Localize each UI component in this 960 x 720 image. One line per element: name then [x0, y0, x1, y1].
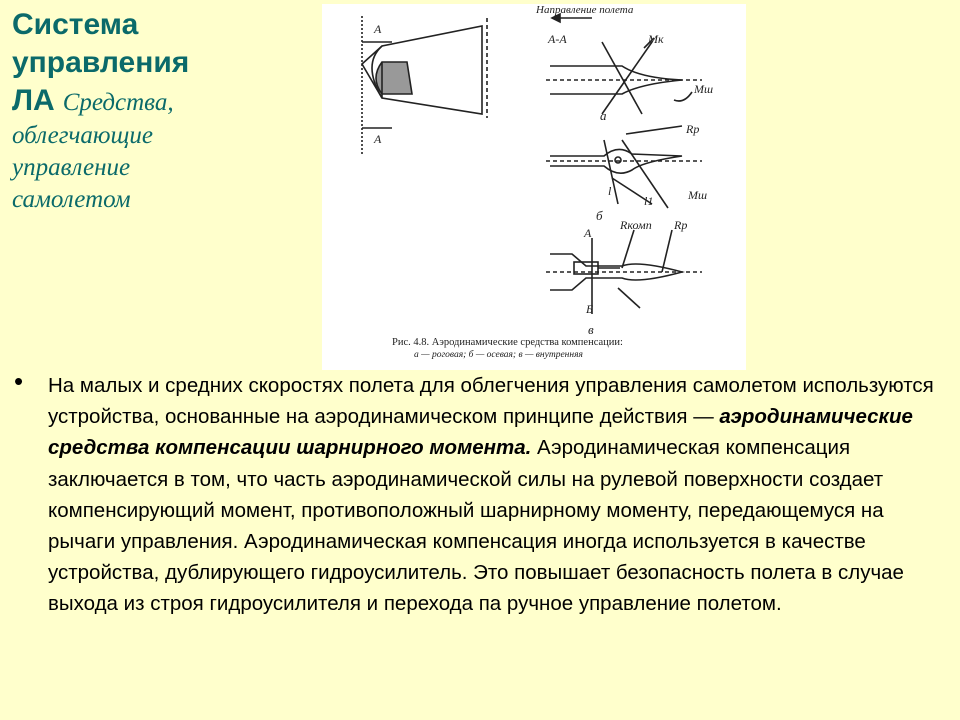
label-msh-1: Мш [694, 82, 714, 96]
caption-sub: а — роговая; б — осевая; в — внутренняя [414, 350, 583, 360]
subtitle-part-1: Средства, [62, 89, 174, 116]
label-section: А-А [548, 32, 567, 46]
body-text-emphasis: аэродинамические средства компенсации шарнирного момента. [48, 405, 913, 460]
title-line-2: управления [12, 46, 190, 79]
body-text-after: Аэродинамическая компенсация заключается в том, что часть аэродинамической силы на рулевой поверхности создает компенсирующий момент, противоположный шарнирному моменту, передающемуся на рычаги управления. Аэродинамическая компенсация иногда используется в качестве устройства, дублирующего гидроусилитель. Это повышает безопасность полета в случае выхода из строя гидроусилителя и перехода па ручное управление полетом. [48, 436, 904, 616]
figure-drawing [322, 4, 746, 370]
label-fig-b: б [596, 208, 603, 223]
title-line-3: ЛА [12, 84, 55, 117]
body-text-before: На малых и средних скоростях полета для облегчения управления самолетом используются устройства, основанные на аэродинамическом принципе действия — [48, 374, 934, 429]
label-l: l [608, 184, 612, 198]
label-fig-a: а [600, 108, 607, 123]
subtitle-part-4: самолетом [12, 186, 131, 213]
label-a-top: А [374, 22, 382, 36]
label-mk: Мк [648, 32, 664, 46]
title-line-3-row [12, 82, 312, 120]
label-msh-2: Мш [688, 188, 708, 202]
label-rp-1: Rр [686, 122, 700, 136]
label-b-cyr: Б [586, 302, 594, 316]
figure-caption [392, 336, 732, 362]
label-direction: Направление полета [536, 4, 634, 16]
title-line-1: Система [12, 8, 139, 41]
subtitle-part-2: облегчающие [12, 122, 154, 149]
slide-title [12, 6, 312, 216]
label-rkomp: Rкомп [620, 218, 652, 232]
label-fig-v: в [588, 322, 594, 337]
label-rp-2: Rр [674, 218, 688, 232]
label-a-mid: А [584, 226, 592, 240]
label-l1: l1 [644, 194, 654, 208]
bullet-marker: • [14, 366, 24, 396]
compensation-figure [322, 4, 746, 370]
label-a-bottom: А [374, 132, 382, 146]
subtitle-part-3: управление [12, 154, 131, 181]
body-text [48, 370, 948, 620]
caption-main: Рис. 4.8. Аэродинамические средства компенсации: [392, 337, 623, 348]
